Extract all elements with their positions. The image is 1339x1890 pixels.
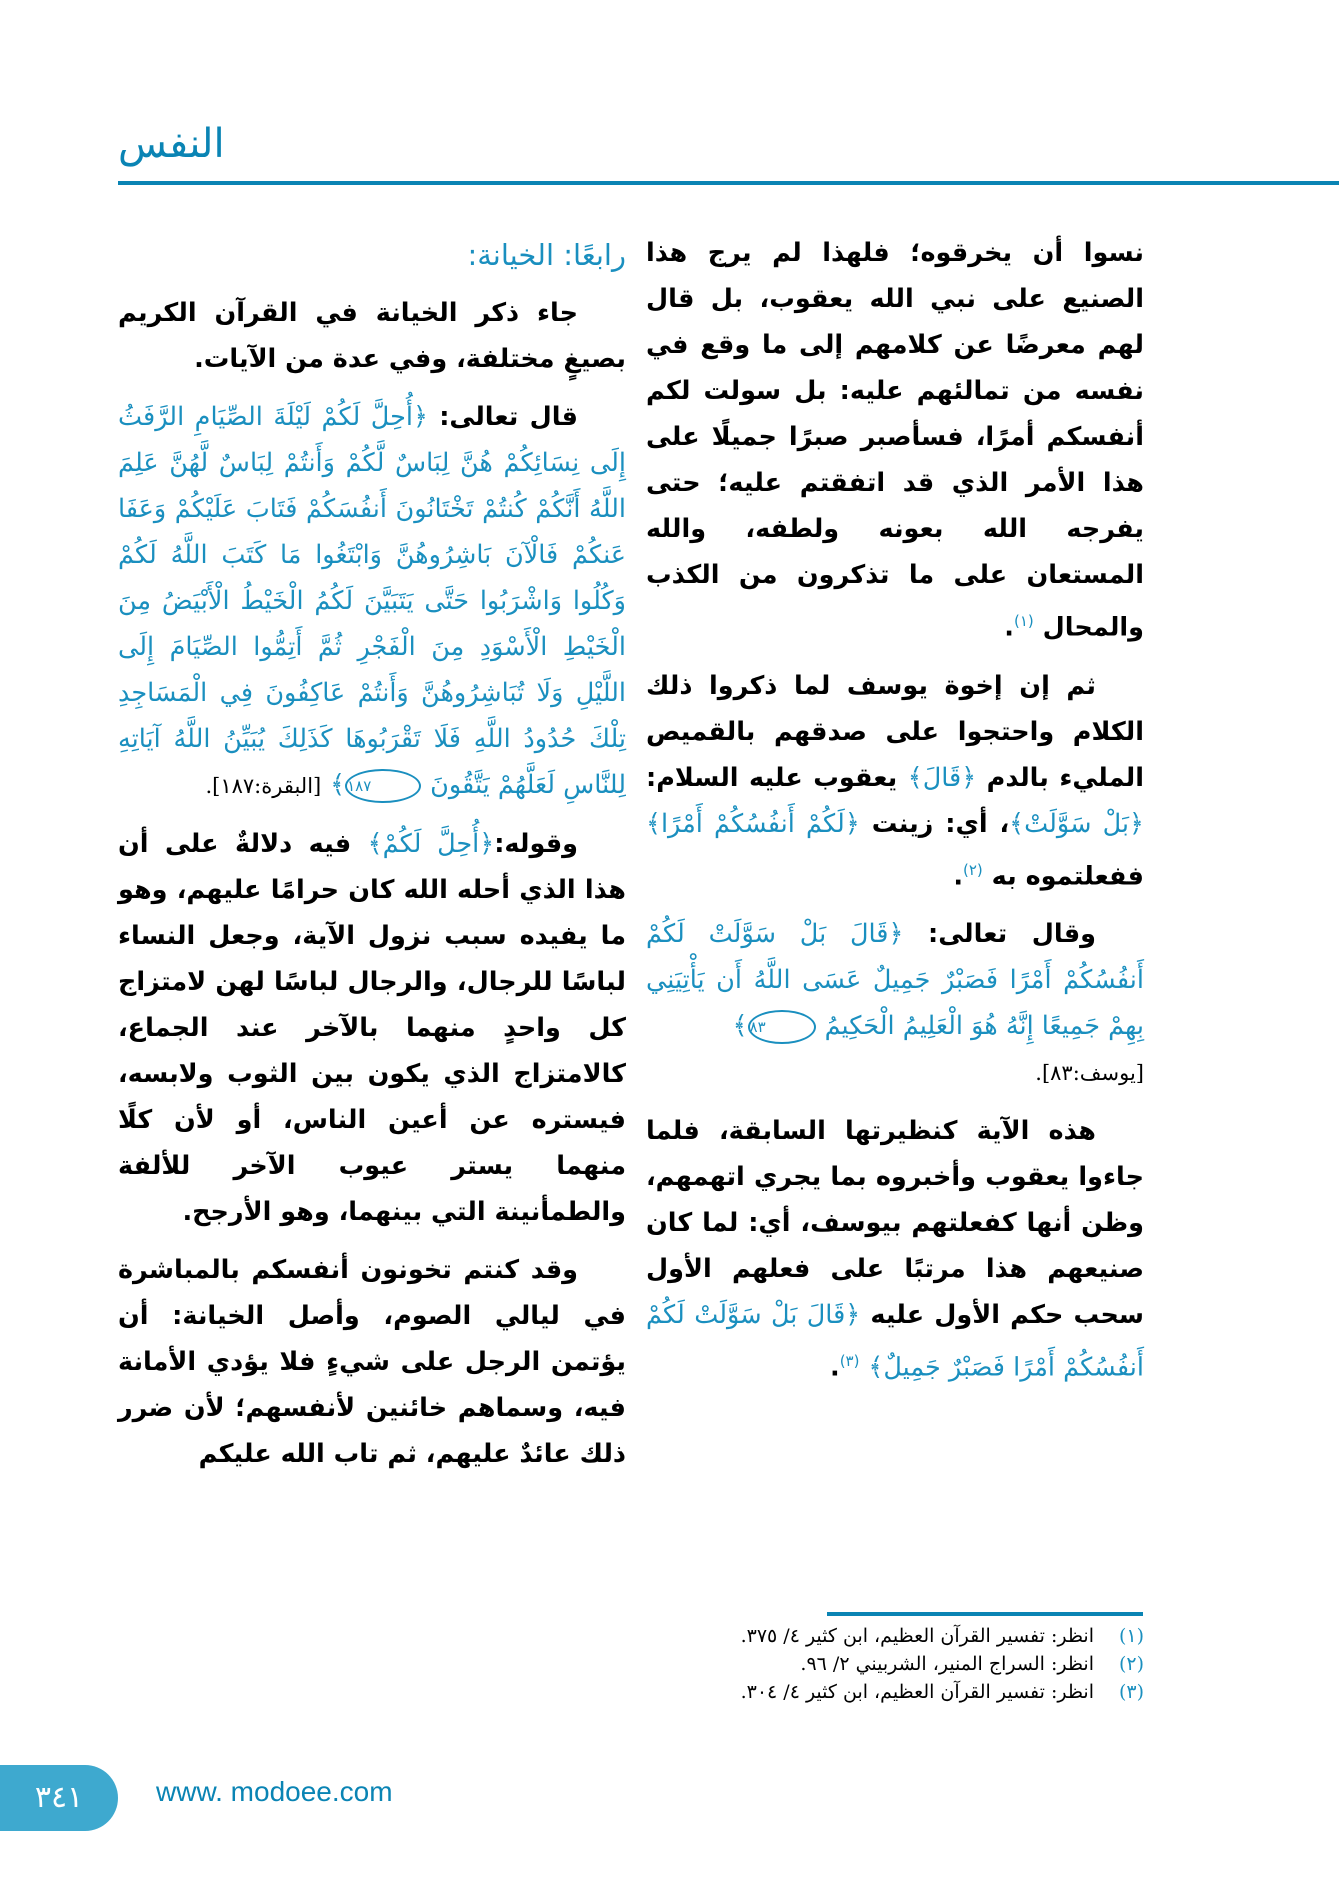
page-number-badge: ٣٤١ [0, 1765, 118, 1831]
footnotes [640, 1622, 1144, 1706]
verse-reference: [البقرة:١٨٧]. [205, 774, 322, 798]
section-heading: رابعًا: الخيانة: [467, 238, 626, 272]
quran-quote: بَلْ سَوَّلَتْ [1024, 808, 1130, 839]
right-column [646, 230, 1144, 1403]
footnote-item: (٢) انظر: السراج المنير، الشربيني ٢/ ٩٦. [800, 1653, 1144, 1675]
footnote-ref[interactable]: (٢) [963, 860, 983, 879]
footnote-item: (١) انظر: تفسير القرآن العظيم، ابن كثير ٤/ ٣٧٥. [740, 1625, 1144, 1647]
quran-verse: قَالَ بَلْ سَوَّلَتْ لَكُمْ أَنفُسُكُمْ أَمْرًا فَصَبْرٌ جَمِيلٌ عَسَى اللَّهُ أَن يَأْتِيَنِي بِهِمْ جَمِيعًا إِنَّهُ هُوَ الْعَلِيمُ الْحَكِيمُ [646, 919, 1144, 1041]
footnote-ref[interactable]: (٣) [839, 1352, 860, 1370]
chapter-title: النفس [118, 121, 225, 167]
left-column [118, 230, 626, 1489]
quran-verse: قَالَ بَلْ سَوَّلَتْ لَكُمْ أَنفُسُكُمْ أَمْرًا فَصَبْرٌ جَمِيلٌ [646, 1300, 1144, 1383]
footnote-ref[interactable]: (١) [1013, 612, 1034, 630]
paragraph: قال تعالى: ﴿أُحِلَّ لَكُمْ لَيْلَةَ الصِّيَامِ الرَّفَثُ إِلَى نِسَائِكُمْ هُنَّ لِبَاسٌ لَّكُمْ وَأَنتُمْ لِبَاسٌ لَّهُنَّ عَلِمَ اللَّهُ أَنَّكُمْ كُنتُمْ تَخْتَانُونَ أَنفُسَكُمْ فَتَابَ عَلَيْكُمْ وَعَفَا عَنكُمْ فَالْآنَ بَاشِرُوهُنَّ وَابْتَغُوا مَا كَتَبَ اللَّهُ لَكُمْ وَكُلُوا وَاشْرَبُوا حَتَّى يَتَبَيَّنَ لَكُمُ الْخَيْطُ الْأَبْيَضُ مِنَ الْخَيْطِ الْأَسْوَدِ مِنَ الْفَجْرِ ثُمَّ أَتِمُّوا الصِّيَامَ إِلَى اللَّيْلِ وَلَا تُبَاشِرُوهُنَّ وَأَنتُمْ عَاكِفُونَ فِي الْمَسَاجِدِ تِلْكَ حُدُودُ اللَّهِ فَلَا تَقْرَبُوهَا كَذَلِكَ يُبَيِّنُ اللَّهُ آيَاتِهِ لِلنَّاسِ لَعَلَّهُمْ يَتَّقُونَ ١٨٧﴾ [البقرة:١٨٧]. [118, 394, 626, 809]
verse-reference: [يوسف:٨٣]. [1035, 1061, 1144, 1085]
quran-quote: قَالَ [922, 762, 962, 793]
ayah-number-badge: ١٨٧ [345, 769, 421, 803]
paragraph: ثم إن إخوة يوسف لما ذكروا ذلك الكلام واحتجوا على صدقهم بالقميص المليء بالدم ﴿قَالَ﴾ يعقوب عليه السلام: ﴿بَلْ سَوَّلَتْ﴾، أي: زينت ﴿لَكُمْ أَنفُسُكُمْ أَمْرًا﴾ ففعلتموه به $^{(٢)}$. [646, 670, 1144, 891]
paragraph: جاء ذكر الخيانة في القرآن الكريم بصيغٍ مختلفة، وفي عدة من الآيات. [118, 298, 626, 374]
footnote-item: (٣) انظر: تفسير القرآن العظيم، ابن كثير ٤/ ٣٠٤. [740, 1681, 1144, 1703]
paragraph: وقال تعالى: ﴿قَالَ بَلْ سَوَّلَتْ لَكُمْ أَنفُسُكُمْ أَمْرًا فَصَبْرٌ جَمِيلٌ عَسَى اللَّهُ أَن يَأْتِيَنِي بِهِمْ جَمِيعًا إِنَّهُ هُوَ الْعَلِيمُ الْحَكِيمُ ٨٣﴾ [يوسف:٨٣]. [646, 919, 1144, 1085]
paragraph: وقد كنتم تخونون أنفسكم بالمباشرة في ليالي الصوم، وأصل الخيانة: أن يؤتمن الرجل على شيءٍ فلا يؤدي الأمانة فيه، وسماهم خائنين لأنفسهم؛ لأن ضرر ذلك عائدٌ عليهم، ثم تاب الله عليكم [118, 1255, 626, 1469]
ayah-number-badge: ٨٣ [748, 1010, 816, 1044]
quran-quote: لَكُمْ أَنفُسُكُمْ أَمْرًا [660, 808, 845, 839]
paragraph: نسوا أن يخرقوه؛ فلهذا لم يرج هذا الصنيع على نبي الله يعقوب، بل قال لهم معرضًا عن كلامهم إلى ما وقع في نفسه من تمالئهم عليه: بل سولت لكم أنفسكم أمرًا، فسأصبر صبرًا جميلًا على هذا الأمر الذي قد اتفقتم عليه؛ حتى يفرجه الله بعونه ولطفه، والله المستعان على ما تذكرون من الكذب والمحال $^{(١)}$. [646, 238, 1144, 643]
quran-quote: أُحِلَّ لَكُمْ [382, 829, 480, 859]
website-link[interactable]: www. modoee.com [156, 1776, 393, 1807]
header-divider [118, 181, 1339, 185]
quran-verse: أُحِلَّ لَكُمْ لَيْلَةَ الصِّيَامِ الرَّفَثُ إِلَى نِسَائِكُمْ هُنَّ لِبَاسٌ لَّكُمْ وَأَنتُمْ لِبَاسٌ لَّهُنَّ عَلِمَ اللَّهُ أَنَّكُمْ كُنتُمْ تَخْتَانُونَ أَنفُسَكُمْ فَتَابَ عَلَيْكُمْ وَعَفَا عَنكُمْ فَالْآنَ بَاشِرُوهُنَّ وَابْتَغُوا مَا كَتَبَ اللَّهُ لَكُمْ وَكُلُوا وَاشْرَبُوا حَتَّى يَتَبَيَّنَ لَكُمُ الْخَيْطُ الْأَبْيَضُ مِنَ الْخَيْطِ الْأَسْوَدِ مِنَ الْفَجْرِ ثُمَّ أَتِمُّوا الصِّيَامَ إِلَى اللَّيْلِ وَلَا تُبَاشِرُوهُنَّ وَأَنتُمْ عَاكِفُونَ فِي الْمَسَاجِدِ تِلْكَ حُدُودُ اللَّهِ فَلَا تَقْرَبُوهَا كَذَلِكَ يُبَيِّنُ اللَّهُ آيَاتِهِ لِلنَّاسِ لَعَلَّهُمْ يَتَّقُونَ [118, 402, 626, 800]
footnote-divider [827, 1612, 1143, 1616]
paragraph: وقوله:﴿أُحِلَّ لَكُمْ﴾ فيه دلالةٌ على أن هذا الذي أحله الله كان حرامًا عليهم، وهو ما يفيده سبب نزول الآية، وجعل النساء لباسًا للرجال، والرجال لباسًا لهن لامتزاج كل واحدٍ منهما بالآخر عند الجماع، كالامتزاج الذي يكون بين الثوب ولابسه، فيستره عن أعين الناس، أو لأن كلًا منهما يستر عيوب الآخر للألفة والطمأنينة التي بينهما، وهو الأرجح. [118, 829, 626, 1227]
paragraph: هذه الآية كنظيرتها السابقة، فلما جاءوا يعقوب وأخبروه بما يجري اتهمهم، وظن أنها كفعلتهم بيوسف، أي: لما كان صنيعهم هذا مرتبًا على فعلهم الأول سحب حكم الأول عليه ﴿قَالَ بَلْ سَوَّلَتْ لَكُمْ أَنفُسُكُمْ أَمْرًا فَصَبْرٌ جَمِيلٌ﴾ $^{(٣)}$. [646, 1116, 1144, 1383]
